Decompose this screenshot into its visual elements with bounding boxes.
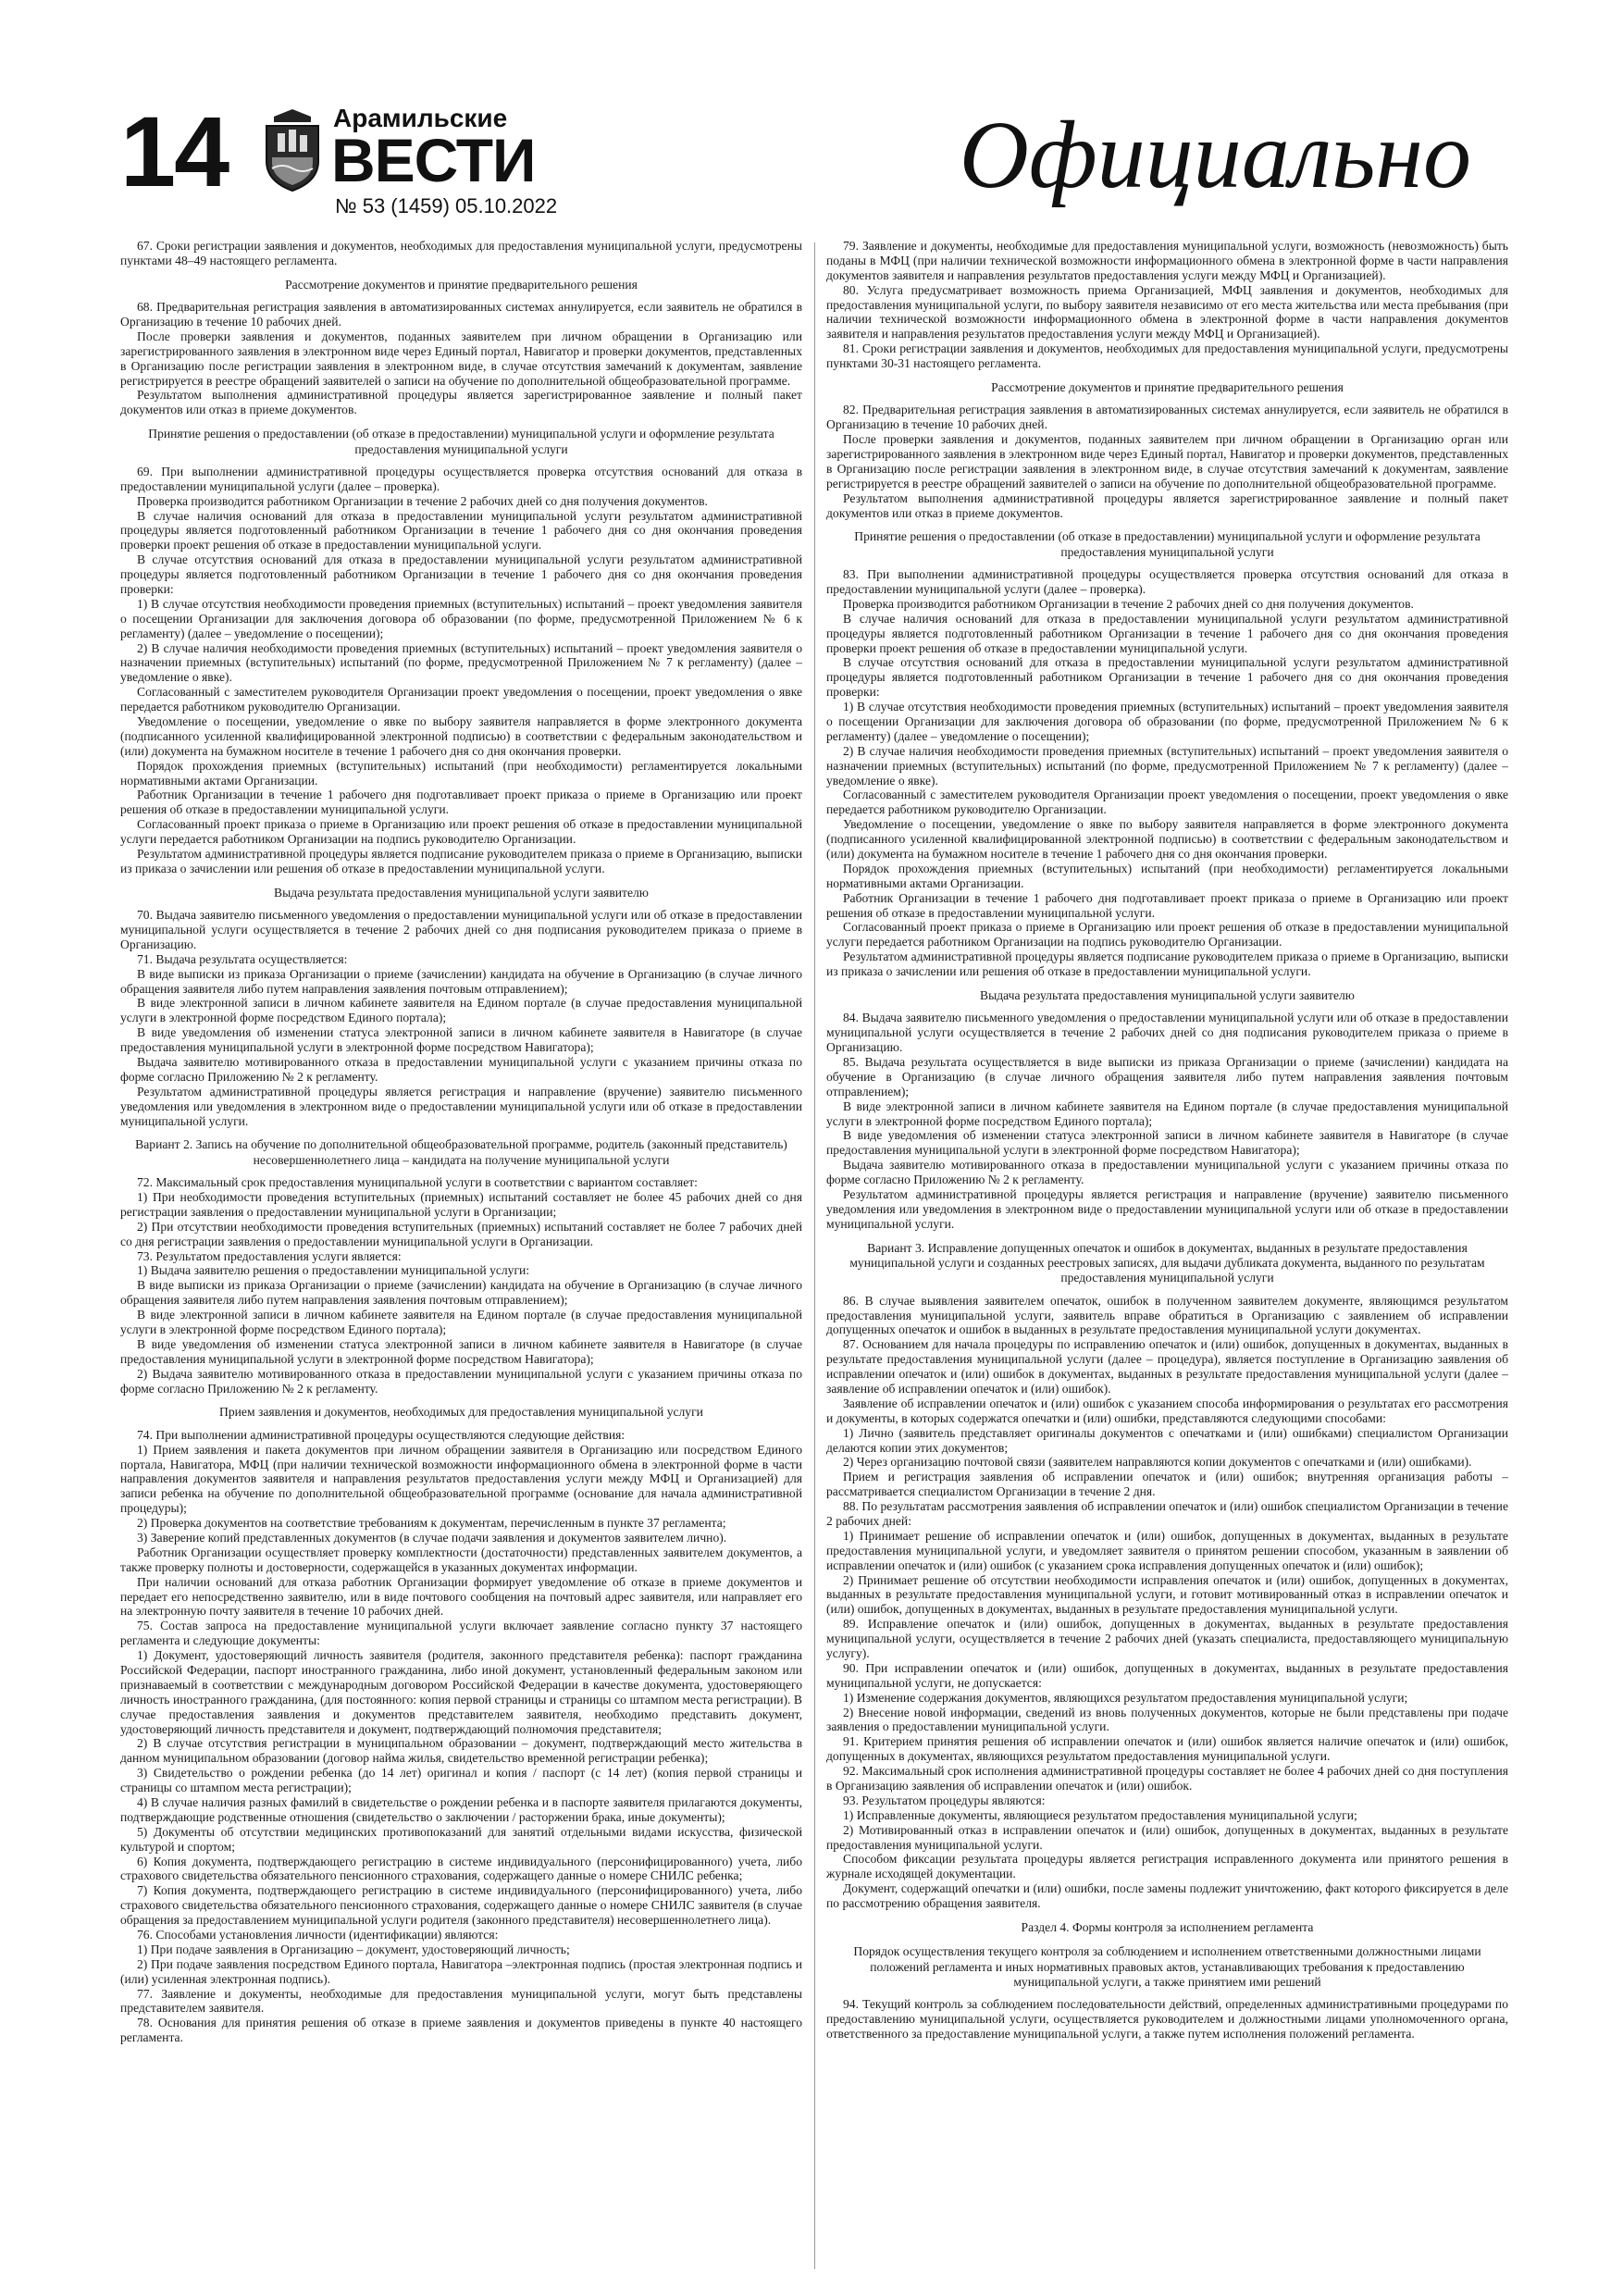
paragraph: 1) Документ, удостоверяющий личность заявителя (родителя, законного представителя ребенка): паспорт гражданина Российской Федерации, паспорт иностранного гражданина, либо иной документ, установленный федеральным законом или признаваемый в соответствии с международным договором Российской Федерации в качестве документа, удостоверяющего личность иностранного гражданина, (для постоянного: копия первой страницы и страницы со штампом места регистрации). В случае предоставления заявления и документов представителем заявителя, необходимо представить документ, удостоверяющий личность представителя и документ, подтверждающий полномочия представителя;	[120, 1648, 802, 1736]
section-heading: Прием заявления и документов, необходимых для предоставления муниципальной услуги	[219, 1405, 703, 1420]
paragraph: 69. При выполнении административной процедуры осуществляется проверка отсутствия оснований для отказа в предоставлении муниципальной услуги (далее – проверка).	[120, 464, 802, 493]
paragraph: 70. Выдача заявителю письменного уведомления о предоставлении муниципальной услуги или об отказе в предоставлении муниципальной услуги осуществляется в течение 2 рабочих дней со дня подписания руководителем приказа о приеме в Организацию.	[120, 908, 802, 951]
paragraph: В виде выписки из приказа Организации о приеме (зачислении) кандидата на обучение в Организацию (в случае личного обращения заявителя либо путем направления заявления почтовым отправлением);	[120, 1278, 802, 1308]
paragraph: Проверка производится работником Организации в течение 2 рабочих дней со дня получения документов.	[137, 493, 708, 508]
paper-name-main: ВЕСТИ	[331, 126, 536, 194]
paragraph: После проверки заявления и документов, поданных заявителем при личном обращении в Организацию или зарегистрированного заявления в электронном виде через Единый портал, Навигатор и проверки документов, представленных в Организацию после регистрации заявления в электронном виде, в случае отсутствия замечаний к документам, заявление регистрируется в реестре обращений заявителей о записи на обучение по дополнительной общеобразовательной программе.	[120, 329, 802, 388]
paragraph: В виде электронной записи в личном кабинете заявителя на Едином портале (в случае предоставления муниципальной услуги в электронной форме посредством Единого портала);	[826, 1098, 1508, 1128]
paragraph: Результатом административной процедуры является регистрация и направление (вручение) заявителю письменного уведомления или уведомления в электронном виде о предоставлении муниципальной услуги или об отказе в предоставлении муниципальной услуги.	[826, 1187, 1508, 1231]
paragraph: Результатом выполнения административной процедуры является зарегистрированное заявление и полный пакет документов или отказ в приеме документов.	[826, 490, 1508, 520]
paragraph: Результатом административной процедуры является подписание руководителем приказа о приеме в Организацию, выписки из приказа о зачислении или решения об отказе в предоставлении муниципальной услуги.	[120, 847, 802, 875]
paragraph: 79. Заявление и документы, необходимые для предоставления муниципальной услуги, возможность (невозможность) быть поданы в МФЦ (при наличии технической возможности информационного обмена в электронной форме в части направления документов заявителя и направления результатов предоставления услуги между МФЦ и Организацией).	[826, 239, 1508, 282]
paragraph: 7) Копия документа, подтверждающего регистрацию в системе индивидуального (персонифицированного) учета, либо страхового свидетельства обязательного пенсионного страхования, содержащего данные о номере СНИЛС заявителя (в случае обращения за предоставлением муниципальной услуги родителя (законного представителя) несовершеннолетнего лица).	[120, 1883, 802, 1928]
paragraph: При наличии оснований для отказа работник Организации формирует уведомление об отказе в приеме документов и передает его непосредственно заявителю, или в виде почтового сообщения на почтовый адрес заявителя, или направляет его на электронную почту заявителя в течение 10 рабочих дней.	[120, 1574, 802, 1619]
paragraph: 76. Способами установления личности (идентификации) являются:	[137, 1928, 499, 1942]
paragraph: 3) Свидетельство о рождении ребенка (до 14 лет) оригинал и копия / паспорт (с 14 лет) (копия первой страницы и страницы со штампом места регистрации);	[120, 1766, 802, 1795]
paragraph: В случае наличия оснований для отказа в предоставлении муниципальной услуги результатом административной процедуры является подготовленный работником Организации в течение 1 рабочего дня со дня окончания проведения проверки проект решения об отказе в предоставлении муниципальной услуги.	[120, 508, 802, 552]
paragraph: 68. Предварительная регистрация заявления в автоматизированных системах аннулируется, если заявитель не обратился в Организацию в течение 10 рабочих дней.	[120, 300, 802, 329]
paragraph: 2) При отсутствии необходимости проведения вступительных (приемных) испытаний составляет не более 7 рабочих дней со дня регистрации заявления о предоставлении муниципальной услуги в Организации.	[120, 1219, 802, 1248]
paragraph: 80. Услуга предусматривает возможность приема Организацией, МФЦ заявления и документов, необходимых для предоставления муниципальной услуги, по выбору заявителя независимо от его места жительства или места пребывания (при наличии технической возможности информационного обмена в электронной форме в части направления документов заявителя и направления результатов предоставления услуги между МФЦ и Организацией).	[826, 282, 1508, 341]
right-column	[826, 239, 1508, 2275]
paragraph: Работник Организации в течение 1 рабочего дня подготавливает проект приказа о приеме в Организацию или проект решения об отказе в предоставлении муниципальной услуги.	[826, 890, 1508, 920]
issue-number-date: № 53 (1459) 05.10.2022	[335, 194, 558, 217]
left-column	[120, 239, 802, 2275]
paragraph: Согласованный с заместителем руководителя Организации проект уведомления о посещении, проект уведомления о явке передается работником руководителю Организации.	[120, 685, 802, 714]
paragraph: 73. Результатом предоставления услуги является:	[137, 1248, 402, 1263]
paragraph: 72. Максимальный срок предоставления муниципальной услуги в соответствии с вариантом составляет:	[137, 1175, 698, 1190]
section-heading: Принятие решения о предоставлении (об отказе в предоставлении) муниципальной услуги и оформление результата предоставления муниципальной услуги	[148, 427, 774, 456]
paragraph: 90. При исправлении опечаток и (или) ошибок, допущенных в документах, выданных в результате предоставления муниципальной услуги, не допускается:	[826, 1660, 1508, 1690]
paragraph: 2) Внесение новой информации, сведений из вновь полученных документов, которые не были представлены при подаче заявления о предоставлении муниципальной услуги.	[826, 1705, 1508, 1734]
section-title: Официально	[959, 102, 1471, 208]
paragraph: 86. В случае выявления заявителем опечаток, ошибок в полученном заявителем документе, являющимся результатом предоставления муниципальной услуги, заявитель вправе обратиться в Организацию с заявлением об исправлении допущенных опечаток и ошибок в выданных в результате предоставления муниципальной услуги документах.	[826, 1293, 1508, 1337]
paragraph: Порядок прохождения приемных (вступительных) испытаний (при необходимости) регламентируется локальными нормативными актами Организации.	[826, 861, 1508, 890]
paragraph: 2) Проверка документов на соответствие требованиям к документам, перечисленным в пункте 37 регламента;	[137, 1516, 726, 1531]
paragraph: Уведомление о посещении, уведомление о явке по выбору заявителя направляется в форме электронного документа (подписанного усиленной квалифицированной электронной подписью) в соответствии с федеральным законодательством и (или) документа на бумажном носителе в течение 1 рабочего дня со дня окончания проверки.	[826, 817, 1508, 861]
paragraph: 5) Документы об отсутствии медицинских противопоказаний для занятий отдельными видами искусства, физической культурой и спортом;	[120, 1824, 802, 1854]
paragraph: 84. Выдача заявителю письменного уведомления о предоставлении муниципальной услуги или об отказе в предоставлении муниципальной услуги осуществляется в течение 2 рабочих дней со дня подписания руководителем приказа о приеме в Организацию.	[826, 1011, 1508, 1055]
paragraph: 1) Изменение содержания документов, являющихся результатом предоставления муниципальной услуги;	[843, 1690, 1408, 1705]
paragraph: После проверки заявления и документов, поданных заявителем при личном обращении в Организацию орган или зарегистрированного заявления в электронном виде через Единый портал, Навигатор и проверки документов, представленных в Организацию после регистрации заявления в электронном виде, в случае отсутствия замечаний к документам, заявление регистрируется в реестре обращений заявителей о записи на обучение по дополнительной общеобразовательной программе.	[826, 432, 1508, 490]
paragraph: В виде электронной записи в личном кабинете заявителя на Едином портале (в случае предоставления муниципальной услуги в электронной форме посредством Единого портала);	[120, 1308, 802, 1336]
paragraph: 88. По результатам рассмотрения заявления об исправлении опечаток и (или) ошибок специалистом Организации в течение 2 рабочих дней:	[826, 1499, 1508, 1528]
paragraph: 2) В случае наличия необходимости проведения приемных (вступительных) испытаний – проект уведомления заявителя о назначении приемных (вступительных) испытаний (по форме, предусмотренной Приложением № 7 к регламенту) (далее – уведомление о явке).	[120, 640, 802, 685]
page-number: 14	[120, 95, 229, 207]
paragraph: Прием и регистрация заявления об исправлении опечаток и (или) ошибок; внутренняя организация работы – рассматривается специалистом Организации в течение 2 дня.	[826, 1470, 1508, 1499]
paragraph: 89. Исправление опечаток и (или) ошибок, допущенных в документах, выданных в результате предоставления муниципальной услуги, осуществляется в течение 2 рабочих дней (указать специалиста, предоставляющего муниципальную услугу).	[826, 1617, 1508, 1660]
paragraph: 83. При выполнении административной процедуры осуществляется проверка отсутствия оснований для отказа в предоставлении муниципальной услуги (далее – проверка).	[826, 567, 1508, 596]
paragraph: 2) Мотивированный отказ в исправлении опечаток и (или) ошибок, допущенных в документах, выданных в результате предоставления муниципальной услуги.	[826, 1822, 1508, 1852]
paragraph: Работник Организации осуществляет проверку комплектности (достаточности) представленных заявителем документов, а также проверку полноты и достоверности, содержащейся в указанных документах информации.	[120, 1545, 802, 1574]
section-heading: Вариант 3. Исправление допущенных опечаток и ошибок в документах, выданных в результате предоставления муниципальной услуги и созданных реестровых записях, для выдачи дубликата документа, выданного по результатам предоставления муниципальной услуги	[849, 1240, 1485, 1285]
paragraph: 75. Состав запроса на предоставление муниципальной услуги включает заявление согласно пункту 37 настоящего регламента и следующие документы:	[120, 1619, 802, 1648]
paragraph: 1) Прием заявления и пакета документов при личном обращении заявителя в Организацию или посредством Единого портала, Навигатора, МФЦ (при наличии технической возможности информационного обмена в электронной форме в части направления документов заявителя и направления результатов предоставления услуги между МФЦ и Организацией) для записи ребенка на обучение по дополнительной общеобразовательной программе (основание для начала административной процедуры);	[120, 1442, 802, 1516]
paragraph: Документ, содержащий опечатки и (или) ошибки, после замены подлежит уничтожению, факт которого фиксируется в деле по рассмотрению обращения заявителя.	[826, 1881, 1508, 1911]
paragraph: 81. Сроки регистрации заявления и документов, необходимых для предоставления муниципальной услуги, предусмотрены пунктами 30-31 настоящего регламента.	[826, 341, 1508, 371]
paragraph: Уведомление о посещении, уведомление о явке по выбору заявителя направляется в форме электронного документа (подписанного усиленной квалифицированной электронной подписью) в соответствии с федеральным законодательством и (или) документа на бумажном носителе в течение 1 рабочего дня со дня окончания проверки.	[120, 714, 802, 758]
paragraph: 91. Критерием принятия решения об исправлении опечаток и (или) ошибок является наличие опечаток и (или) ошибок, допущенных в документах, являющихся результатом предоставления муниципальной услуги.	[826, 1734, 1508, 1764]
paragraph: В виде электронной записи в личном кабинете заявителя на Едином портале (в случае предоставления муниципальной услуги в электронной форме посредством Единого портала);	[120, 996, 802, 1025]
paragraph: В виде уведомления об изменении статуса электронной записи в личном кабинете заявителя в Навигаторе (в случае предоставления муниципальной услуги в электронной форме посредством Навигатора);	[120, 1336, 802, 1366]
paragraph: В виде уведомления об изменении статуса электронной записи в личном кабинете заявителя в Навигаторе (в случае предоставления муниципальной услуги в электронной форме посредством Навигатора);	[120, 1025, 802, 1055]
paragraph: 1) В случае отсутствия необходимости проведения приемных (вступительных) испытаний – проект уведомления заявителя о посещении Организации для заключения договора об образовании (по форме, предусмотренной Приложением № 6 к регламенту) (далее – уведомление о посещении);	[120, 596, 802, 640]
paragraph: 1) Исправленные документы, являющиеся результатом предоставления муниципальной услуги;	[843, 1807, 1357, 1822]
section-heading: Порядок осуществления текущего контроля за соблюдением и исполнением ответственными должностными лицами положений регламента и иных нормативных правовых актов, устанавливающих требования к предоставлению муниципальной услуги, а также принятием ими решений	[853, 1944, 1481, 1989]
paragraph: Проверка производится работником Организации в течение 2 рабочих дней со дня получения документов.	[843, 596, 1414, 611]
paragraph: В случае отсутствия оснований для отказа в предоставлении муниципальной услуги результатом административной процедуры является подготовленный работником Организации в течение 1 рабочего дня со дня окончания проведения проверки:	[826, 655, 1508, 700]
paragraph: 2) В случае наличия необходимости проведения приемных (вступительных) испытаний – проект уведомления заявителя о назначении приемных (вступительных) испытаний (по форме, предусмотренной Приложением № 7 к регламенту) (далее – уведомление о явке).	[826, 743, 1508, 788]
paragraph: В виде уведомления об изменении статуса электронной записи в личном кабинете заявителя в Навигаторе (в случае предоставления муниципальной услуги в электронной форме посредством Навигатора);	[826, 1128, 1508, 1158]
paragraph: 2) Выдача заявителю мотивированного отказа в предоставлении муниципальной услуги с указанием причины отказа по форме согласно Приложению № 2 к регламенту.	[120, 1366, 802, 1396]
section-heading: Вариант 2. Запись на обучение по дополнительной общеобразовательной программе, родитель (законный представитель) несовершеннолетнего лица – кандидата на получение муниципальной услуги	[135, 1137, 787, 1167]
paragraph: Способом фиксации результата процедуры является регистрация исправленного документа или принятого решения в журнале исходящей документации.	[826, 1852, 1508, 1881]
coat-of-arms-icon	[259, 107, 326, 192]
section-heading: Выдача результата предоставления муниципальной услуги заявителю	[274, 885, 649, 900]
newspaper-logo	[259, 102, 611, 241]
paragraph: 77. Заявление и документы, необходимые для предоставления муниципальной услуги, могут быть представлены представителем заявителя.	[120, 1986, 802, 2016]
paragraph: Согласованный проект приказа о приеме в Организацию или проект решения об отказе в предоставлении муниципальной услуги передается работником Организации на подпись руководителю Организации.	[120, 817, 802, 847]
paragraph: 2) Принимает решение об отсутствии необходимости исправления опечаток и (или) ошибок, допущенных в документах, выданных в результате предоставления муниципальной услуги, и готовит мотивированный отказ в исправлении опечаток и (или) ошибок, допущенных в документах, выданных в результате предоставления муниципальной услуги.	[826, 1572, 1508, 1617]
paragraph: 2) В случае отсутствия регистрации в муниципальном образовании – документ, подтверждающий место жительства в данном муниципальном образовании (договор найма жилья, свидетельство временной регистрации ребенка);	[120, 1736, 802, 1766]
paragraph: 6) Копия документа, подтверждающего регистрацию в системе индивидуального (персонифицированного) учета, либо страхового свидетельства обязательного пенсионного страхования, содержащего данные о номере СНИЛС ребенка;	[120, 1854, 802, 1883]
paragraph: 1) При подаче заявления в Организацию – документ, удостоверяющий личность;	[137, 1942, 570, 1956]
paragraph: В случае отсутствия оснований для отказа в предоставлении муниципальной услуги результатом административной процедуры является подготовленный работником Организации в течение 1 рабочего дня со дня окончания проведения проверки:	[120, 552, 802, 596]
section-heading: Рассмотрение документов и принятие предварительного решения	[991, 380, 1344, 395]
paragraph: Результатом административной процедуры является подписание руководителем приказа о приеме в Организацию, выписки из приказа о зачислении или решения об отказе в предоставлении муниципальной услуги.	[826, 949, 1508, 979]
paragraph: Результатом административной процедуры является регистрация и направление (вручение) заявителю письменного уведомления или уведомления в электронном виде о предоставлении муниципальной услуги или об отказе в предоставлении муниципальной услуги.	[120, 1084, 802, 1128]
paragraph: 2) Через организацию почтовой связи (заявителем направляются копии документов с опечатками и (или) ошибками).	[843, 1455, 1472, 1470]
paragraph: 1) В случае отсутствия необходимости проведения приемных (вступительных) испытаний – проект уведомления заявителя о посещении Организации для заключения договора об образовании (по форме, предусмотренной Приложением № 6 к регламенту) (далее – уведомление о посещении);	[826, 700, 1508, 743]
paragraph: 4) В случае наличия разных фамилий в свидетельстве о рождении ребенка и в паспорте заявителя прилагаются документы, подтверждающие родственные отношения (свидетельство о заключении / расторжении брака, иные документы);	[120, 1795, 802, 1824]
paragraph: 1) Принимает решение об исправлении опечаток и (или) ошибок, допущенных в документах, выданных в результате предоставления муниципальной услуги, и уведомляет заявителя о принятом решении способом, указанным в заявлении об исправлении опечаток и (или) ошибок (с указанием срока исправления допущенных опечаток и (или) ошибок);	[826, 1528, 1508, 1572]
paragraph: 87. Основанием для начала процедуры по исправлению опечаток и (или) ошибок, допущенных в документах, выданных в результате предоставления муниципальной услуги (далее – процедура), является поступление в Организацию заявления об исправлении опечаток и (или) ошибок в документах, выданных в результате предоставления муниципальной услуги (далее – заявление об исправлении опечаток и (или) ошибок).	[826, 1337, 1508, 1396]
paragraph: Согласованный проект приказа о приеме в Организацию или проект решения об отказе в предоставлении муниципальной услуги передается работником Организации на подпись руководителю Организации.	[826, 920, 1508, 949]
paragraph: 94. Текущий контроль за соблюдением последовательности действий, определенных административными процедурами по предоставлению муниципальной услуги, осуществляется руководителем и должностными лицами уполномоченного органа, ответственного за предоставление муниципальной услуги, а также путем исполнения положений регламента.	[826, 1997, 1508, 2042]
paragraph: 93. Результатом процедуры являются:	[843, 1793, 1046, 1807]
paragraph: 2) При подаче заявления посредством Единого портала, Навигатора –электронная подпись (простая электронная подпись и (или) усиленная электронная подпись).	[120, 1956, 802, 1986]
paragraph: 92. Максимальный срок исполнения административной процедуры составляет не более 4 рабочих дней со дня поступления в Организацию заявления об исправлении опечаток и (или) ошибок.	[826, 1764, 1508, 1793]
paragraph: 1) Выдача заявителю решения о предоставлении муниципальной услуги:	[137, 1263, 530, 1278]
paragraph: Работник Организации в течение 1 рабочего дня подготавливает проект приказа о приеме в Организацию или проект решения об отказе в предоставлении муниципальной услуги.	[120, 788, 802, 817]
section-heading: Раздел 4. Формы контроля за исполнением регламента	[1021, 1920, 1314, 1935]
paragraph: Результатом выполнения административной процедуры является зарегистрированное заявление и полный пакет документов или отказ в приеме документов.	[120, 388, 802, 417]
paragraph: В виде выписки из приказа Организации о приеме (зачислении) кандидата на обучение в Организацию (в случае личного обращения заявителя либо путем направления заявления почтовым отправлением);	[120, 966, 802, 996]
paragraph: 1) Лично (заявитель представляет оригиналы документов с опечатками и (или) ошибками) специалистом Организации делаются копии этих документов;	[826, 1425, 1508, 1455]
paragraph: Согласованный с заместителем руководителя Организации проект уведомления о посещении, проект уведомления о явке передается работником руководителю Организации.	[826, 788, 1508, 817]
paragraph: В случае наличия оснований для отказа в предоставлении муниципальной услуги результатом административной процедуры является подготовленный работником Организации в течение 1 рабочего дня со дня окончания проведения проверки проект решения об отказе в предоставлении муниципальной услуги.	[826, 611, 1508, 655]
paragraph: Выдача заявителю мотивированного отказа в предоставлении муниципальной услуги с указанием причины отказа по форме согласно Приложению № 2 к регламенту.	[120, 1055, 802, 1084]
paragraph: 67. Сроки регистрации заявления и документов, необходимых для предоставления муниципальной услуги, предусмотрены пунктами 48–49 настоящего регламента.	[120, 239, 802, 267]
paragraph: Заявление об исправлении опечаток и (или) ошибок с указанием способа информирования о результатах его рассмотрения и документы, в которых содержатся опечатки и (или) ошибки, представляются следующими способами:	[826, 1396, 1508, 1425]
paragraph: 74. При выполнении административной процедуры осуществляются следующие действия:	[137, 1427, 626, 1442]
section-heading: Рассмотрение документов и принятие предварительного решения	[285, 277, 638, 292]
paragraph: 3) Заверение копий представленных документов (в случае подачи заявления и документов заявителем лично).	[137, 1530, 727, 1545]
paragraph: 78. Основания для принятия решения об отказе в приеме заявления и документов приведены в пункте 40 настоящего регламента.	[120, 2016, 802, 2045]
paragraph: Порядок прохождения приемных (вступительных) испытаний (при необходимости) регламентируется локальными нормативными актами Организации.	[120, 758, 802, 788]
paragraph: 1) При необходимости проведения вступительных (приемных) испытаний составляет не более 45 рабочих дней со дня регистрации заявления о предоставлении муниципальной услуги в Организации;	[120, 1189, 802, 1219]
paragraph: 71. Выдача результата осуществляется:	[137, 951, 348, 966]
paper-name-top: Арамильские	[333, 104, 508, 132]
paragraph: Выдача заявителю мотивированного отказа в предоставлении муниципальной услуги с указанием причины отказа по форме согласно Приложению № 2 к регламенту.	[826, 1158, 1508, 1187]
paragraph: 85. Выдача результата осуществляется в виде выписки из приказа Организации о приеме (зачислении) кандидата на обучение в Организацию (в случае личного обращения заявителя либо путем направления заявления почтовым отправлением);	[826, 1055, 1508, 1098]
masthead	[120, 93, 1508, 250]
section-heading: Принятие решения о предоставлении (об отказе в предоставлении) муниципальной услуги и оформление результата предоставления муниципальной услуги	[854, 529, 1481, 559]
column-divider	[814, 242, 815, 2269]
paragraph: 82. Предварительная регистрация заявления в автоматизированных системах аннулируется, если заявитель не обратился в Организацию в течение 10 рабочих дней.	[826, 403, 1508, 432]
section-heading: Выдача результата предоставления муниципальной услуги заявителю	[980, 988, 1355, 1003]
